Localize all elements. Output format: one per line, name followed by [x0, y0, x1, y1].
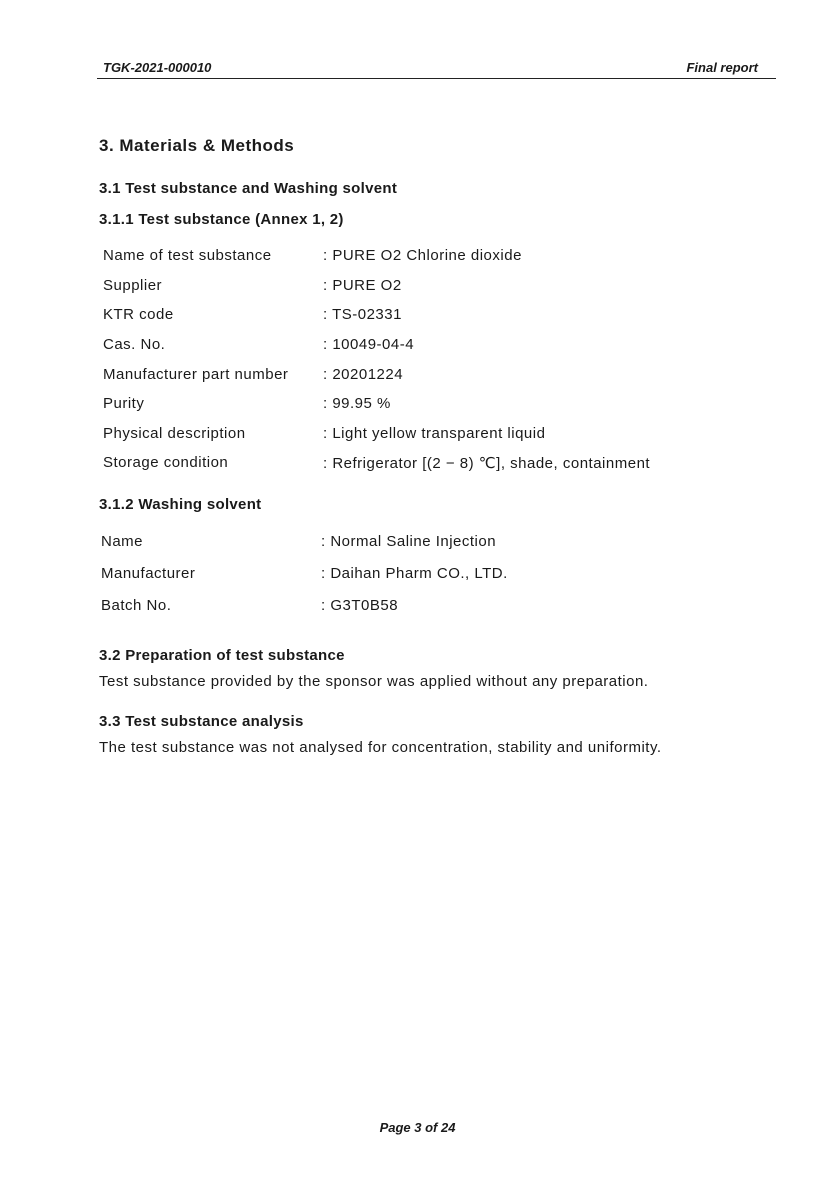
- row-label: Name: [101, 533, 144, 550]
- row-label: Batch No.: [101, 597, 172, 614]
- report-type: Final report: [686, 60, 758, 75]
- row-value: : 10049-04-4: [323, 336, 415, 353]
- row-value: : Daihan Pharm CO., LTD.: [321, 565, 508, 582]
- subsection-3-2-title: 3.2 Preparation of test substance: [99, 647, 345, 664]
- row-value: : G3T0B58: [321, 597, 399, 614]
- row-label: KTR code: [103, 306, 174, 323]
- row-value: : Normal Saline Injection: [321, 533, 497, 550]
- row-label: Physical description: [103, 425, 246, 442]
- row-value: : Light yellow transparent liquid: [323, 425, 546, 442]
- subsection-3-1-1-title: 3.1.1 Test substance (Annex 1, 2): [99, 211, 344, 228]
- row-value: : PURE O2 Chlorine dioxide: [323, 247, 522, 264]
- subsection-3-2-text: Test substance provided by the sponsor was applied without any preparation.: [99, 673, 649, 690]
- row-label: Supplier: [103, 277, 163, 294]
- header-divider: [97, 78, 776, 79]
- row-value: : TS-02331: [323, 306, 402, 323]
- row-value: : PURE O2: [323, 277, 402, 294]
- row-label: Storage condition: [103, 454, 229, 471]
- row-label: Name of test substance: [103, 247, 272, 264]
- row-value: : 20201224: [323, 366, 404, 383]
- subsection-3-1-title: 3.1 Test substance and Washing solvent: [99, 180, 398, 197]
- subsection-3-3-title: 3.3 Test substance analysis: [99, 713, 304, 730]
- row-label: Purity: [103, 395, 145, 412]
- row-label: Cas. No.: [103, 336, 166, 353]
- subsection-3-1-2-title: 3.1.2 Washing solvent: [99, 496, 262, 513]
- page-number: Page 3 of 24: [379, 1120, 456, 1135]
- row-value: : 99.95 %: [323, 395, 391, 412]
- section-title: 3. Materials & Methods: [99, 136, 295, 155]
- row-label: Manufacturer: [101, 565, 196, 582]
- row-value: : Refrigerator [(2 − 8) ℃], shade, containment: [323, 455, 651, 472]
- subsection-3-3-text: The test substance was not analysed for concentration, stability and uniformity.: [99, 739, 662, 756]
- row-label: Manufacturer part number: [103, 366, 289, 383]
- report-id: TGK-2021-000010: [103, 60, 212, 75]
